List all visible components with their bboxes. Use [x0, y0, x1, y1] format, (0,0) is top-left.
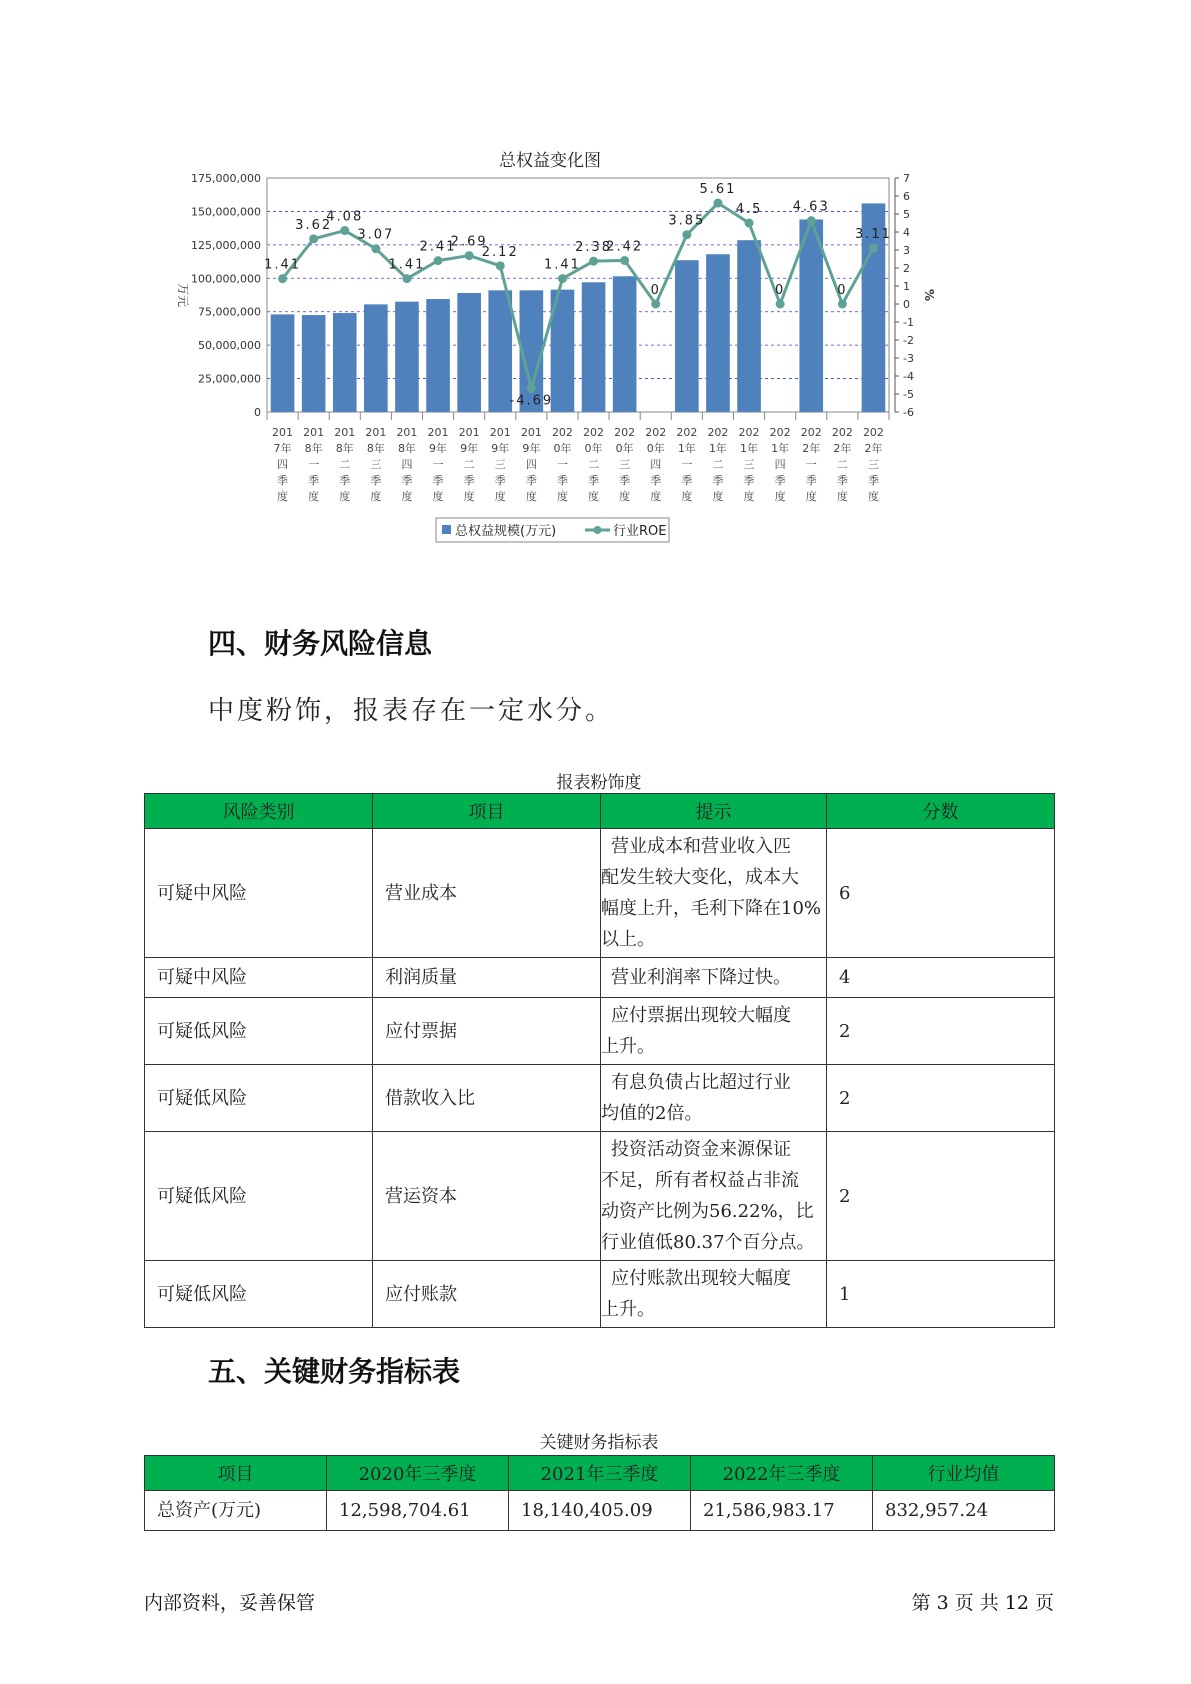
chart-title: 总权益变化图: [499, 151, 601, 171]
roe-data-label: 0: [650, 283, 661, 298]
y-right-tick-label: 2: [903, 262, 910, 275]
y-right-axis-title: %: [922, 288, 936, 302]
y-right-tick-label: -4: [903, 370, 914, 383]
x-tick-label: 201 8年四季度: [396, 426, 418, 503]
x-tick-label: 202 0年二季度: [583, 426, 605, 503]
bar: [302, 315, 326, 412]
table-row: [145, 958, 1055, 998]
roe-data-label: 2.69: [450, 234, 488, 250]
legend-line-label: 行业ROE: [613, 524, 667, 539]
header-cell: 提示: [601, 794, 827, 829]
roe-point: [496, 261, 505, 270]
x-tick-label: 201 9年二季度: [458, 426, 480, 503]
risk-item-cell: 利润质量: [373, 958, 601, 998]
y-right-tick-label: 5: [903, 208, 910, 221]
y-left-tick-label: 175,000,000: [191, 172, 261, 185]
risk-tip-cell: [601, 1065, 827, 1132]
risk-item-cell: 应付票据: [373, 998, 601, 1065]
roe-point: [434, 256, 443, 265]
section4-paragraph: 中度粉饰，报表存在一定水分。: [208, 696, 615, 726]
roe-point: [869, 244, 878, 253]
y-left-tick-label: 50,000,000: [198, 339, 261, 353]
risk-tip-line: 营业利润率下降过快。: [611, 967, 791, 988]
bar: [457, 293, 481, 412]
risk-tip-line: 不足，所有者权益占非流: [601, 1170, 799, 1191]
y-left-tick-label: 75,000,000: [198, 305, 261, 319]
roe-point: [558, 274, 567, 283]
roe-data-label: 3.62: [295, 217, 333, 233]
x-tick-label: 202 0年四季度: [645, 426, 667, 503]
roe-point: [340, 226, 349, 235]
y-left-axis-title: 万元: [176, 282, 190, 308]
roe-data-label: 0: [775, 283, 786, 298]
risk-tip-line: 上升。: [601, 1299, 655, 1320]
y-left-tick-label: 0: [254, 406, 261, 419]
risk-score-cell: 6: [827, 829, 1055, 958]
y-right-tick-label: 7: [903, 172, 910, 185]
risk-score-cell: 4: [827, 958, 1055, 998]
risk-score-cell: 1: [827, 1261, 1055, 1328]
roe-data-label: 2.42: [606, 239, 644, 255]
x-tick-label: 201 9年四季度: [520, 426, 542, 503]
equity-chart: [170, 130, 970, 600]
risk-category-cell: 可疑低风险: [145, 1065, 373, 1132]
risk-table-header: [145, 794, 1055, 829]
risk-tip-line: 营业成本和营业收入匹: [611, 836, 791, 857]
risk-tip-line: 幅度上升，毛利下降在10%: [601, 898, 822, 919]
risk-tip-cell: [601, 958, 827, 998]
roe-data-label: 0: [837, 283, 848, 298]
header-cell: 2021年三季度: [509, 1456, 691, 1491]
risk-tip-line: 行业值低80.37个百分点。: [601, 1232, 815, 1253]
table-cell: 总资产(万元): [145, 1491, 327, 1531]
risk-tip-line: 有息负债占比超过行业: [611, 1072, 791, 1093]
x-tick-label: 202 2年一季度: [800, 426, 822, 503]
bar: [582, 282, 606, 412]
y-right-tick-label: 0: [903, 298, 910, 311]
kpi-table-caption: 关键财务指标表: [539, 1433, 659, 1453]
roe-data-label: 3.85: [668, 213, 706, 229]
risk-item-cell: 借款收入比: [373, 1065, 601, 1132]
table-row: [145, 1261, 1055, 1328]
table-cell: 21,586,983.17: [691, 1491, 873, 1531]
risk-tip-cell: [601, 1132, 827, 1261]
roe-point: [745, 219, 754, 228]
bar: [675, 260, 699, 412]
x-tick-label: 202 1年三季度: [738, 426, 760, 503]
roe-point: [807, 216, 816, 225]
risk-category-cell: 可疑中风险: [145, 958, 373, 998]
table-row: [145, 1065, 1055, 1132]
risk-item-cell: 营业成本: [373, 829, 601, 958]
roe-data-label: 1.41: [388, 257, 426, 273]
bar: [333, 313, 357, 412]
footer-confidential: 内部资料，妥善保管: [144, 1592, 316, 1614]
roe-point: [838, 300, 847, 309]
roe-point: [278, 274, 287, 283]
roe-point: [402, 274, 411, 283]
roe-point: [776, 300, 785, 309]
x-tick-label: 201 8年三季度: [365, 426, 387, 503]
roe-data-label: 4.5: [735, 202, 763, 217]
roe-data-label: 2.12: [481, 244, 519, 260]
risk-tip-line: 配发生较大变化，成本大: [601, 867, 799, 888]
section5-heading: 五、关键财务指标表: [208, 1355, 461, 1388]
risk-table-caption: 报表粉饰度: [556, 773, 642, 793]
risk-tip-line: 动资产比例为56.22%，比: [601, 1201, 814, 1222]
kpi-table-header: [145, 1456, 1055, 1491]
risk-tip-line: 以上。: [601, 929, 655, 950]
risk-category-cell: 可疑低风险: [145, 998, 373, 1065]
kpi-table: [144, 1455, 1055, 1531]
roe-point: [682, 230, 691, 239]
legend-bar-swatch: [442, 525, 451, 534]
y-left-tick-label: 150,000,000: [191, 205, 261, 219]
risk-score-cell: 2: [827, 1132, 1055, 1261]
bar: [395, 302, 419, 412]
y-right-tick-label: 3: [903, 244, 910, 257]
risk-category-cell: 可疑低风险: [145, 1261, 373, 1328]
risk-table: [144, 793, 1055, 1328]
y-left-tick-label: 25,000,000: [198, 372, 261, 386]
risk-score-cell: 2: [827, 1065, 1055, 1132]
header-cell: 项目: [145, 1456, 327, 1491]
chart-svg: [170, 130, 970, 600]
x-tick-label: 202 0年一季度: [551, 426, 573, 503]
x-tick-label: 202 2年二季度: [831, 426, 853, 503]
roe-data-label: 3.07: [357, 227, 395, 243]
x-tick-label: 202 1年四季度: [769, 426, 791, 503]
roe-data-label: 1.41: [264, 257, 302, 273]
risk-category-cell: 可疑中风险: [145, 829, 373, 958]
x-tick-label: 201 8年二季度: [334, 426, 356, 503]
legend-line-marker: [594, 526, 602, 534]
roe-data-label: 5.61: [699, 182, 737, 198]
y-right-tick-label: 4: [903, 226, 910, 239]
header-cell: 项目: [373, 794, 601, 829]
table-row: [145, 1491, 1055, 1531]
risk-tip-cell: [601, 829, 827, 958]
x-tick-label: 202 1年二季度: [707, 426, 729, 503]
header-cell: 行业均值: [873, 1456, 1055, 1491]
risk-tip-line: 均值的2倍。: [601, 1103, 703, 1124]
roe-data-label: 4.63: [792, 199, 830, 215]
bar: [488, 290, 512, 412]
y-left-tick-label: 100,000,000: [191, 272, 261, 286]
table-row: [145, 1132, 1055, 1261]
section4-heading: 四、财务风险信息: [208, 627, 433, 660]
roe-point: [465, 251, 474, 260]
roe-data-label: 2.41: [419, 239, 457, 255]
bar: [799, 219, 823, 412]
bar: [426, 299, 450, 412]
header-cell: 风险类别: [145, 794, 373, 829]
bar: [613, 276, 637, 412]
roe-point: [371, 244, 380, 253]
roe-data-label: 3.11: [854, 227, 892, 243]
roe-data-label: 4.08: [326, 209, 364, 225]
risk-tip-cell: [601, 998, 827, 1065]
x-tick-label: 201 9年一季度: [427, 426, 449, 503]
y-right-tick-label: 6: [903, 190, 910, 203]
bar: [737, 240, 761, 412]
risk-category-cell: 可疑低风险: [145, 1132, 373, 1261]
y-right-tick-label: -6: [903, 406, 914, 419]
risk-tip-line: 投资活动资金来源保证: [611, 1139, 791, 1160]
y-right-tick-label: -5: [903, 388, 914, 401]
roe-data-label: 1.41: [543, 257, 581, 273]
roe-point: [589, 257, 598, 266]
table-cell: 18,140,405.09: [509, 1491, 691, 1531]
table-row: [145, 829, 1055, 958]
header-cell: 2022年三季度: [691, 1456, 873, 1491]
roe-point: [527, 384, 536, 393]
risk-tip-line: 应付票据出现较大幅度: [611, 1005, 791, 1026]
risk-item-cell: 营运资本: [373, 1132, 601, 1261]
y-right-tick-label: -2: [903, 334, 914, 347]
y-left-tick-label: 125,000,000: [191, 238, 261, 252]
roe-point: [713, 199, 722, 208]
table-cell: 12,598,704.61: [327, 1491, 509, 1531]
risk-tip-cell: [601, 1261, 827, 1328]
x-tick-label: 201 8年一季度: [303, 426, 325, 503]
risk-tip-line: 应付账款出现较大幅度: [611, 1268, 791, 1289]
roe-data-label: 2.38: [575, 240, 613, 256]
y-right-tick-label: -1: [903, 316, 914, 329]
bar: [364, 304, 388, 412]
y-right-tick-label: -3: [903, 352, 914, 365]
table-row: [145, 998, 1055, 1065]
header-cell: 分数: [827, 794, 1055, 829]
risk-item-cell: 应付账款: [373, 1261, 601, 1328]
x-tick-label: 202 1年一季度: [676, 426, 698, 503]
bar: [706, 254, 730, 412]
header-cell: 2020年三季度: [327, 1456, 509, 1491]
x-tick-label: 202 2年三季度: [862, 426, 884, 503]
table-cell: 832,957.24: [873, 1491, 1055, 1531]
roe-point: [651, 300, 660, 309]
footer-page-number: 第 3 页 共 12 页: [911, 1592, 1054, 1614]
bar: [271, 314, 295, 412]
legend-bar-label: 总权益规模(万元): [455, 524, 557, 539]
x-tick-label: 202 0年三季度: [614, 426, 636, 503]
roe-data-label: -4.69: [509, 393, 554, 409]
risk-tip-line: 上升。: [601, 1036, 655, 1057]
x-tick-label: 201 7年四季度: [272, 426, 294, 503]
y-right-tick-label: 1: [903, 280, 910, 293]
roe-point: [309, 234, 318, 243]
risk-score-cell: 2: [827, 998, 1055, 1065]
x-tick-label: 201 9年三季度: [489, 426, 511, 503]
roe-point: [620, 256, 629, 265]
